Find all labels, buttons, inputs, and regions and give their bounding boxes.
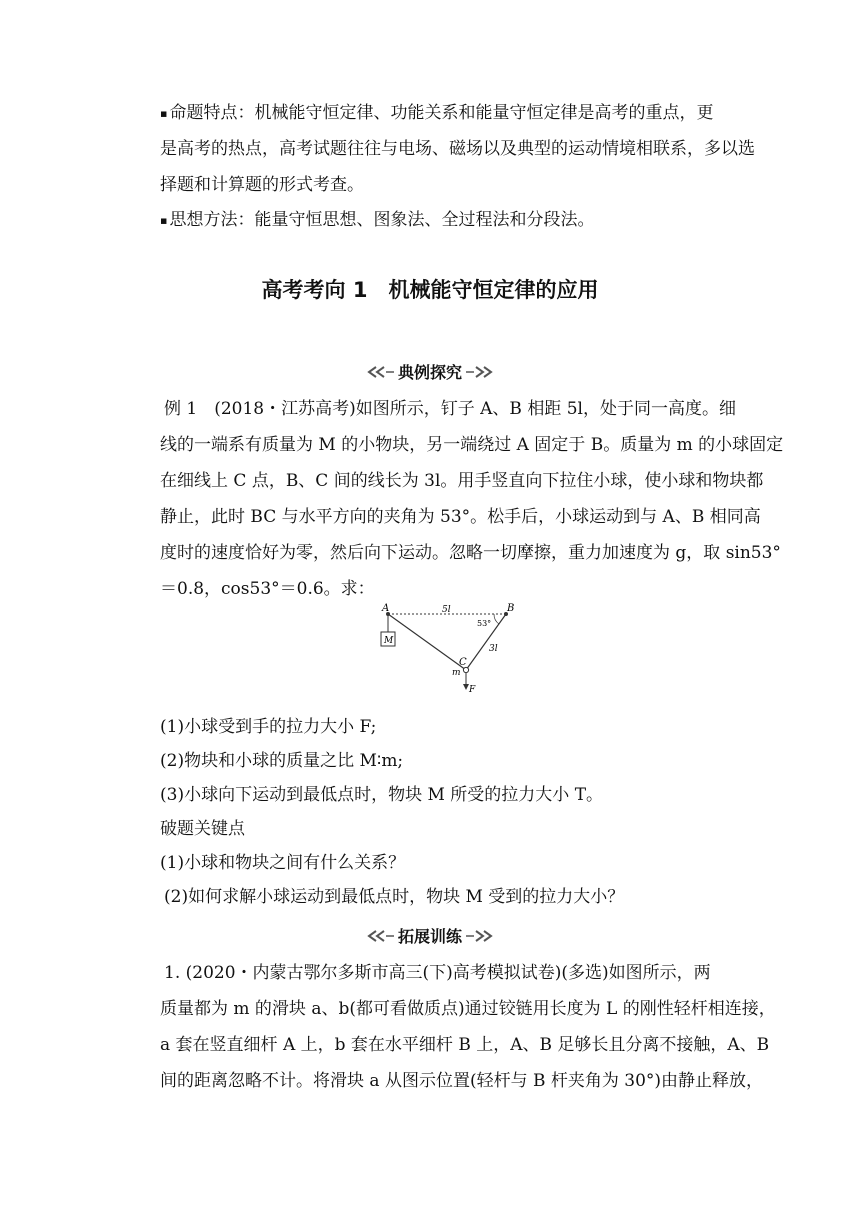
label-C: C [459, 657, 467, 668]
label-B: B [507, 603, 515, 614]
key-point-2: (2)如何求解小球运动到最低点时，物块 M 受到的拉力大小？ [164, 887, 625, 907]
training-line-3: a 套在竖直细杆 A 上，b 套在水平细杆 B 上，A、B 足够长且分离不接触，A、B [160, 1035, 770, 1055]
double-chevron-right-icon [466, 930, 496, 942]
intro-feature-line-2: 是高考的热点，高考试题往往与电场、磁场以及典型的运动情境相联系，多以选 [160, 139, 755, 159]
ball-m [463, 667, 468, 672]
example-line-4: 静止，此时 BC 与水平方向的夹角为 53°。松手后，小球运动到与 A、B 相同高 [160, 507, 761, 527]
example-line-3: 在细线上 C 点，B、C 间的线长为 3l。用手竖直向下拉住小球，使小球和物块都 [160, 471, 764, 491]
training-line-4: 间的距离忽略不计。将滑块 a 从图示位置(轻杆与 B 杆夹角为 30°)由静止释放， [160, 1071, 764, 1091]
double-chevron-left-icon [364, 366, 394, 378]
intro-feature-line-3: 择题和计算题的形式考查。 [160, 175, 364, 195]
angle-arc [494, 614, 499, 624]
intro-feature-line-1: ▪ 命题特点：机械能守恒定律、功能关系和能量守恒定律是高考的重点，更 [160, 102, 713, 126]
intro-method-line: ▪ 思想方法：能量守恒思想、图象法、全过程法和分段法。 [160, 209, 594, 233]
example-banner-label: 典例探究 [397, 363, 462, 382]
example-line-5: 度时的速度恰好为零，然后向下运动。忽略一切摩擦，重力加速度为 g，取 sin53° [160, 543, 781, 563]
example-line-2: 线的一端系有质量为 M 的小物块，另一端绕过 A 固定于 B。质量为 m 的小球固定 [160, 435, 784, 455]
training-line-1: 1. (2020・内蒙古鄂尔多斯市高三(下)高考模拟试卷)(多选)如图所示，两 [164, 963, 711, 983]
example-line-6: ＝0.8，cos53°＝0.6。求： [160, 579, 375, 599]
example-banner [0, 360, 860, 383]
training-banner [0, 924, 860, 947]
label-5l: 5l [442, 605, 451, 615]
label-m: m [452, 668, 461, 678]
string-ac [388, 614, 466, 670]
label-M: M [384, 636, 394, 646]
question-1: (1)小球受到手的拉力大小 F; [160, 717, 377, 737]
training-banner-label: 拓展训练 [397, 927, 462, 946]
key-point-1: (1)小球和物块之间有什么关系？ [160, 853, 406, 873]
label-A: A [382, 603, 390, 614]
section-title: 高考考向 1 机械能守恒定律的应用 [261, 278, 599, 302]
label-angle: 53° [477, 619, 492, 628]
double-chevron-left-icon [364, 930, 394, 942]
label-F: F [469, 685, 476, 694]
training-line-2: 质量都为 m 的滑块 a、b(都可看做质点)通过铰链用长度为 L 的刚性轻杆相连接， [160, 999, 776, 1019]
key-points-title: 破题关键点 [160, 819, 245, 839]
question-3: (3)小球向下运动到最低点时，物块 M 所受的拉力大小 T。 [160, 785, 604, 805]
example-line-1: 例 1 (2018・江苏高考)如图所示，钉子 A、B 相距 5l，处于同一高度。细 [164, 399, 736, 419]
double-chevron-right-icon [466, 366, 496, 378]
question-2: (2)物块和小球的质量之比 M∶m; [160, 751, 404, 771]
label-3l: 3l [489, 644, 498, 654]
pulley-diagram [376, 602, 526, 694]
